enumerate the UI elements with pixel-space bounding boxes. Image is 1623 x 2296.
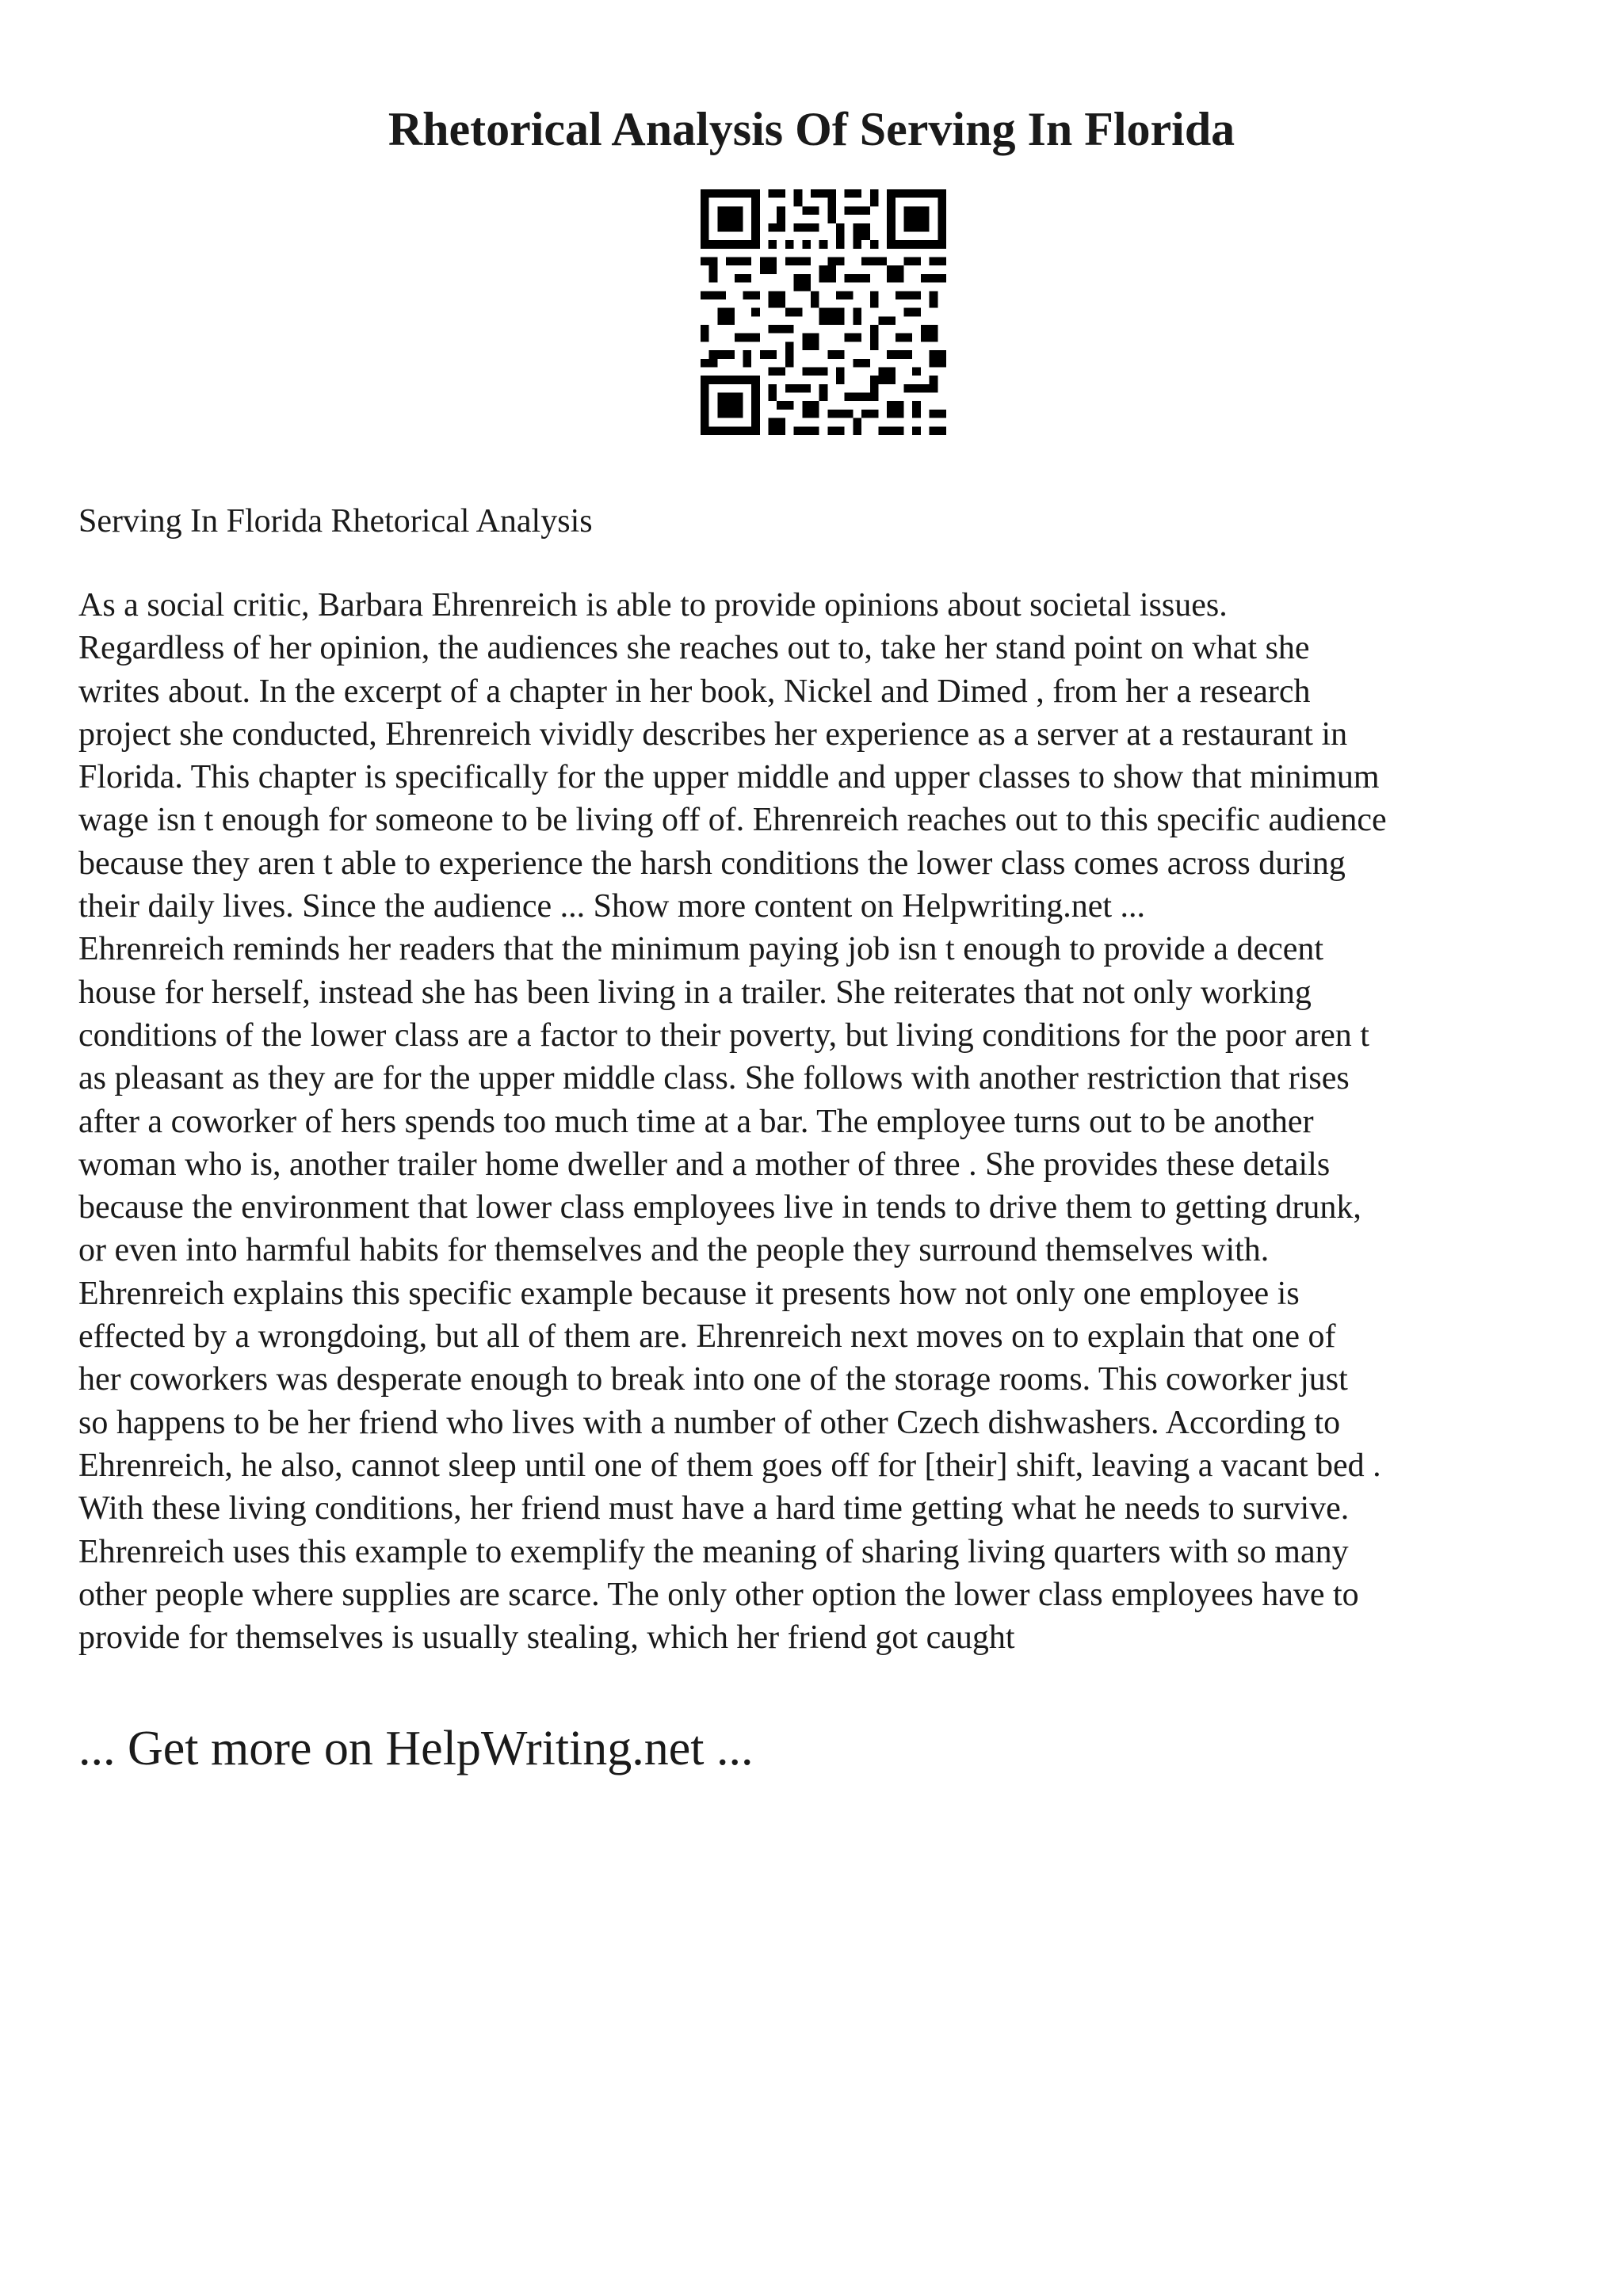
essay-line: Ehrenreich reminds her readers that the minimum paying job isn t enough to provide a decent <box>78 931 1324 968</box>
essay-line: because the environment that lower class employees live in tends to drive them to getting drunk, <box>78 1189 1361 1226</box>
essay-line: provide for themselves is usually stealing, which her friend got caught <box>78 1619 1015 1657</box>
essay-line: conditions of the lower class are a factor to their poverty, but living conditions for the poor aren t <box>78 1016 1369 1054</box>
document-subtitle: Serving In Florida Rhetorical Analysis <box>78 503 593 540</box>
essay-line: As a social critic, Barbara Ehrenreich is able to provide opinions about societal issues. <box>78 587 1228 624</box>
essay-line: as pleasant as they are for the upper middle class. She follows with another restriction that rises <box>78 1060 1350 1097</box>
essay-line: writes about. In the excerpt of a chapter in her book, Nickel and Dimed , from her a research <box>78 673 1311 710</box>
essay-line: after a coworker of hers spends too much time at a bar. The employee turns out to be another <box>78 1103 1314 1140</box>
essay-line: so happens to be her friend who lives with a number of other Czech dishwashers. According to <box>78 1404 1341 1441</box>
essay-line: house for herself, instead she has been living in a trailer. She reiterates that not only working <box>78 974 1312 1011</box>
essay-line: project she conducted, Ehrenreich vividly describes her experience as a server at a restaurant in <box>78 715 1348 753</box>
essay-line: Ehrenreich explains this specific example because it presents how not only one employee is <box>78 1275 1300 1312</box>
get-more-link[interactable]: ... Get more on HelpWriting.net ... <box>78 1722 754 1775</box>
essay-line: effected by a wrongdoing, but all of them are. Ehrenreich next moves on to explain that one of <box>78 1318 1336 1356</box>
essay-line: other people where supplies are scarce. The only other option the lower class employees have to <box>78 1576 1359 1613</box>
essay-line: With these living conditions, her friend must have a hard time getting what he needs to survive. <box>78 1490 1350 1527</box>
essay-line: her coworkers was desperate enough to break into one of the storage rooms. This coworker just <box>78 1361 1348 1398</box>
essay-line: or even into harmful habits for themselves and the people they surround themselves with. <box>78 1232 1270 1269</box>
essay-body <box>78 584 1560 1659</box>
essay-line: wage isn t enough for someone to be living off of. Ehrenreich reaches out to this specific audience <box>78 802 1387 839</box>
essay-line: Ehrenreich, he also, cannot sleep until one of them goes off for [their] shift, leaving a vacant bed . <box>78 1447 1381 1484</box>
document-title: Rhetorical Analysis Of Serving In Florida <box>388 103 1235 155</box>
essay-line: because they aren t able to experience the harsh conditions the lower class comes across during <box>78 845 1346 882</box>
qr-code-icon <box>701 189 946 435</box>
essay-line: their daily lives. Since the audience ... Show more content on Helpwriting.net ... <box>78 888 1146 925</box>
essay-line: Regardless of her opinion, the audiences she reaches out to, take her stand point on what she <box>78 630 1310 667</box>
essay-line: Ehrenreich uses this example to exemplify the meaning of sharing living quarters with so many <box>78 1533 1349 1570</box>
essay-line: woman who is, another trailer home dweller and a mother of three . She provides these details <box>78 1146 1331 1183</box>
essay-line: Florida. This chapter is specifically for the upper middle and upper classes to show that minimum <box>78 759 1380 796</box>
